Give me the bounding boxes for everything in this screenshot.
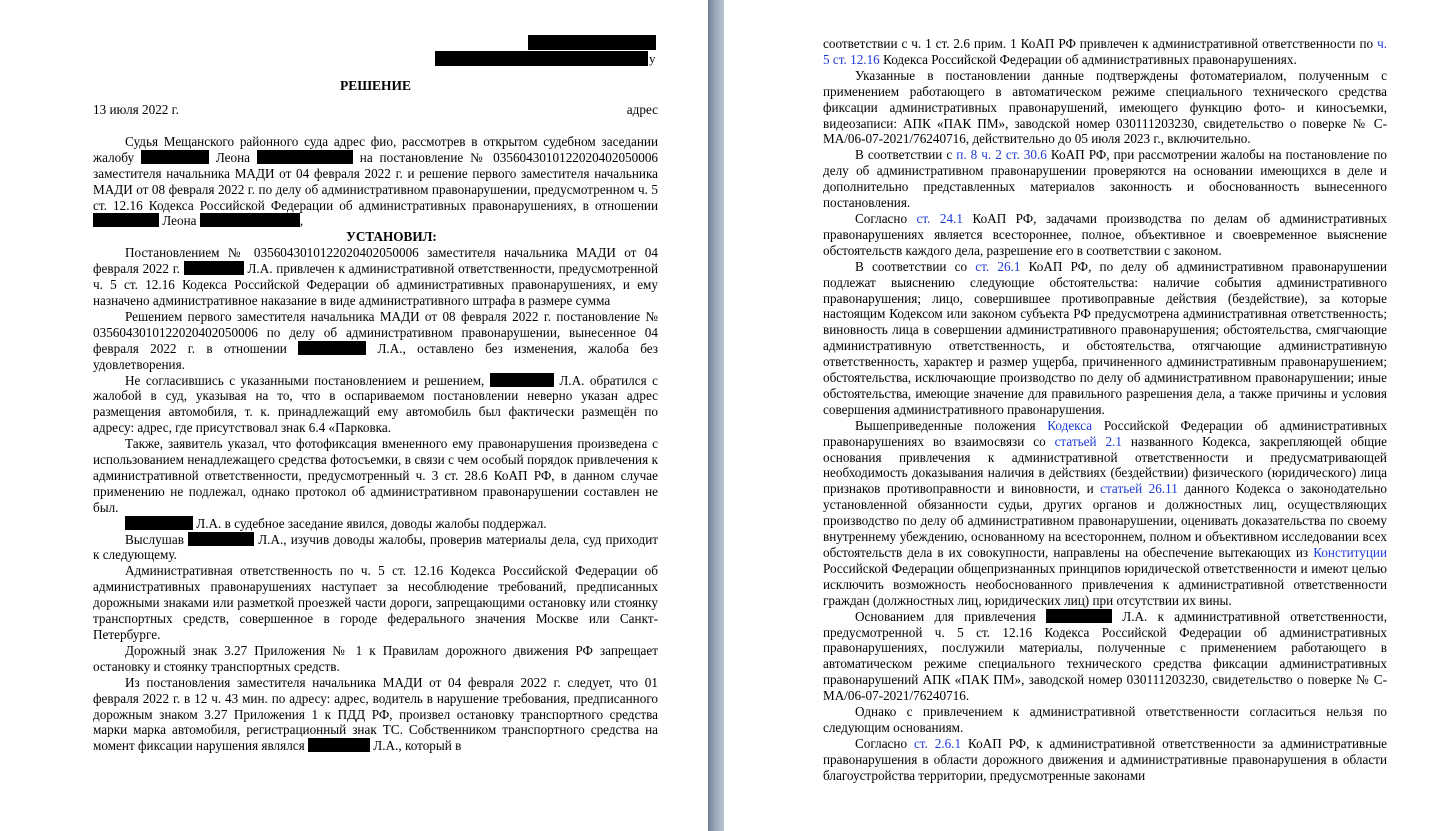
law-reference-link[interactable]: Конституции <box>1313 545 1388 560</box>
law-reference-link[interactable]: статьей 26.11 <box>1100 481 1178 497</box>
document-page-left <box>0 0 708 831</box>
decision-date: 13 июля 2022 г. <box>93 102 179 117</box>
redaction-block <box>435 51 648 66</box>
law-reference-link[interactable]: п. 8 ч. 2 ст. 30.6 <box>956 147 1047 163</box>
law-reference-link[interactable]: статьей 2.1 <box>1054 433 1122 449</box>
law-reference-link[interactable]: ч. 5 ст. 12.16 <box>823 36 1387 67</box>
section-heading: УСТАНОВИЛ: <box>346 229 437 245</box>
paragraph: соответствии с ч. 1 ст. 2.6 прим. 1 КоАП РФ привлечен к административной ответственности по ч. 5 ст. 12.16 Кодекса Российской Федерации об административных правонарушениях. <box>823 36 1387 67</box>
redaction-block <box>141 150 209 164</box>
paragraph: Постановлением № 0356043010122020402050006 заместителя начальника МАДИ от 04 февраля 2022 г. Л.А. привлечен к административной ответственности, предусмотренной ч. 5 ст. 12.16 Кодекса Российской Федерации об административных правонарушениях, и ему назначено административное наказание в виде административного штрафа в размере сумма <box>93 245 658 308</box>
law-reference-link[interactable]: Кодекса <box>1047 417 1093 433</box>
paragraph: Дорожный знак 3.27 Приложения № 1 к Правилам дорожного движения РФ запрещает остановку и стоянку транспортных средств. <box>93 642 658 674</box>
paragraph: Согласно ст. 2.6.1 КоАП РФ, к административной ответственности за административные правонарушения в области дорожного движения и административные правонарушения в области благоустройства территории, предусмотренные законами <box>823 735 1388 783</box>
paragraph: Указанные в постановлении данные подтверждены фотоматериалом, полученным с применением работающего в автоматическом режиме специального технического средства фиксации административных правонарушений, имеющего функцию фото- и киносъемки, видеозаписи: АПК «ПАК ПМ», заводской номер 030111203230, свидетельство о поверке № С-МА/06-07-2021/76240716, действительно до 05 июля 2023 г., включительно. <box>823 67 1387 147</box>
page-gutter <box>708 0 724 831</box>
left-column-text <box>93 102 658 754</box>
redaction-block <box>200 213 300 227</box>
paragraph: Л.А. в судебное заседание явился, доводы жалобы поддержал. <box>93 516 658 532</box>
paragraph: Вышеприведенные положения Кодекса Российской Федерации об административных правонарушениях во взаимосвязи со статьей 2.1 названного Кодекса, закрепляющей общие основания привлечения к административной ответственности и предусматривающей необходимость доказывания наличия в действиях (бездействии) физического (юридического) лица признаков противоправности и виновности, и статьей 26.11 данного Кодекса о законодательно установленной обязанности судьи, других органов и должностных лиц, осуществляющих производство по делу об административном правонарушении, оценивать доказательства по своему внутреннему убеждению, основанному на всестороннем, полном и объективном исследовании всех обстоятельств дела в их совокупности, направлены на обеспечение вытекающих из Конституции Российской Федерации общепризнанных принципов юридической ответственности и имеют целью исключить возможность необоснованного привлечения к административной ответственности граждан (должностных лиц, юридических лиц) при отсутствии их вины. <box>823 417 1388 608</box>
decision-place: адрес <box>626 102 658 117</box>
corner-mark: у <box>649 51 656 66</box>
redaction-block <box>93 213 159 227</box>
law-reference-link[interactable]: ст. 26.1 <box>975 258 1021 274</box>
paragraph: Выслушав Л.А., изучив доводы жалобы, проверив материалы дела, суд приходит к следующему. <box>93 531 659 563</box>
paragraph: Однако с привлечением к административной ответственности согласиться нельзя по следующим основаниям. <box>823 704 1387 735</box>
paragraph-intro: Судья Мещанского районного суда адрес фио, рассмотрев в открытом судебном заседании жалобу Леона на постановление № 0356043010122020402050006 заместителя начальника МАДИ от 04 февраля 2022 г. и решение первого заместителя начальника МАДИ от 08 февраля 2022 г. по делу об административном правонарушении, предусмотренном ч. 5 ст. 12.16 Кодекса Российской Федерации об административных правонарушениях, в отношении Леона , <box>93 133 659 229</box>
paragraph: В соответствии с п. 8 ч. 2 ст. 30.6 КоАП РФ, при рассмотрении жалобы на постановление по делу об административном правонарушении проверяются на основании имеющихся в деле и дополнительно представленных материалов законность и обоснованность вынесенного постановления. <box>823 147 1387 211</box>
law-reference-link[interactable]: ст. 24.1 <box>916 210 963 226</box>
redaction-block <box>298 341 366 355</box>
paragraph: Из постановления заместителя начальника МАДИ от 04 февраля 2022 г. следует, что 01 февраля 2022 г. в 12 ч. 43 мин. по адресу: адрес, водитель в нарушение требования, предписанного дорожным знаком 3.27 Приложения 1 к ПДД РФ, произвел остановку транспортного средства марки марка автомобиля, регистрационный знак ТС. Собственником транспортного средства на момент фиксации нарушения являлся Л.А., который в <box>93 674 658 754</box>
paragraph: Согласно ст. 24.1 КоАП РФ, задачами производства по делам об административных правонарушениях является всестороннее, полное, объективное и своевременное выяснение обстоятельств каждого дела, разрешение его в соответствии с законом. <box>823 210 1388 258</box>
paragraph: Не согласившись с указанными постановлением и решением, Л.А. обратился с жалобой в суд, указывая на то, что в оспариваемом постановлении неверно указан адрес размещения автомобиля, т. к. принадлежащий ему автомобиль был фактически размещён по адресу: адрес, где присутствовал знак 6.4 «Парковка. <box>93 372 658 436</box>
redaction-block <box>188 532 254 546</box>
date-line <box>93 102 658 118</box>
redaction-block <box>308 738 370 752</box>
redaction-block <box>1046 609 1112 623</box>
redaction-block <box>125 516 193 530</box>
paragraph: Решением первого заместителя начальника МАДИ от 08 февраля 2022 г. постановление № 0356043010122020402050006 по делу об административном правонарушении, вынесенное 04 февраля 2022 г. в отношении Л.А., оставлено без изменения, жалоба без удовлетворения. <box>93 308 658 372</box>
paragraph: Также, заявитель указал, что фотофиксация вмененного ему правонарушения произведена с использованием ненадлежащего средства фотосъемки, в связи с чем особый порядок привлечения к административной ответственности, предусмотренный ч. 3 ст. 28.6 КоАП РФ, в данном случае применению не подлежал, однако протокол об административном правонарушении составлен не был. <box>93 436 658 515</box>
redaction-block <box>528 35 656 50</box>
redaction-block <box>257 150 353 164</box>
redaction-block <box>184 261 244 275</box>
document-page-right <box>724 0 1437 831</box>
paragraph: Основанием для привлечения Л.А. к административной ответственности, предусмотренной ч. 5 ст. 12.16 Кодекса Российской Федерации об административных правонарушениях, послужили материалы, полученные с применением работающего в автоматическом режиме специального технического средства фиксации административных правонарушений АПК «ПАК ПМ», заводской номер 030111203230, свидетельство о поверке № С-МА/06-07-2021/76240716. <box>823 608 1387 704</box>
paragraph: В соответствии со ст. 26.1 КоАП РФ, по делу об административном правонарушении подлежат выяснению следующие обстоятельства: наличие события административного правонарушения; лицо, совершившее противоправные действия (бездействие), за которые настоящим Кодексом или законом субъекта РФ предусмотрена административная ответственность; виновность лица в совершении административного правонарушения; обстоятельства, смягчающие административную ответственность, и обстоятельства, отягчающие административную ответственность, характер и размер ущерба, причиненного административным правонарушением; обстоятельства, исключающие производство по делу об административном правонарушении; иные обстоятельства, имеющие значение для правильного разрешения дела, а также причины и условия совершения административного правонарушения. <box>823 258 1388 417</box>
redaction-block <box>490 373 554 387</box>
document-title: РЕШЕНИЕ <box>339 78 412 93</box>
law-reference-link[interactable]: ст. 2.6.1 <box>913 735 962 751</box>
paragraph: Административная ответственность по ч. 5 ст. 12.16 Кодекса Российской Федерации об административных правонарушениях наступает за несоблюдение требований, предписанных дорожными знаками или разметкой проезжей части дороги, запрещающими остановку или стоянку транспортных средств, совершенное в городе федерального значения Москве или Санкт-Петербурге. <box>93 563 658 642</box>
right-column-text <box>823 36 1387 784</box>
